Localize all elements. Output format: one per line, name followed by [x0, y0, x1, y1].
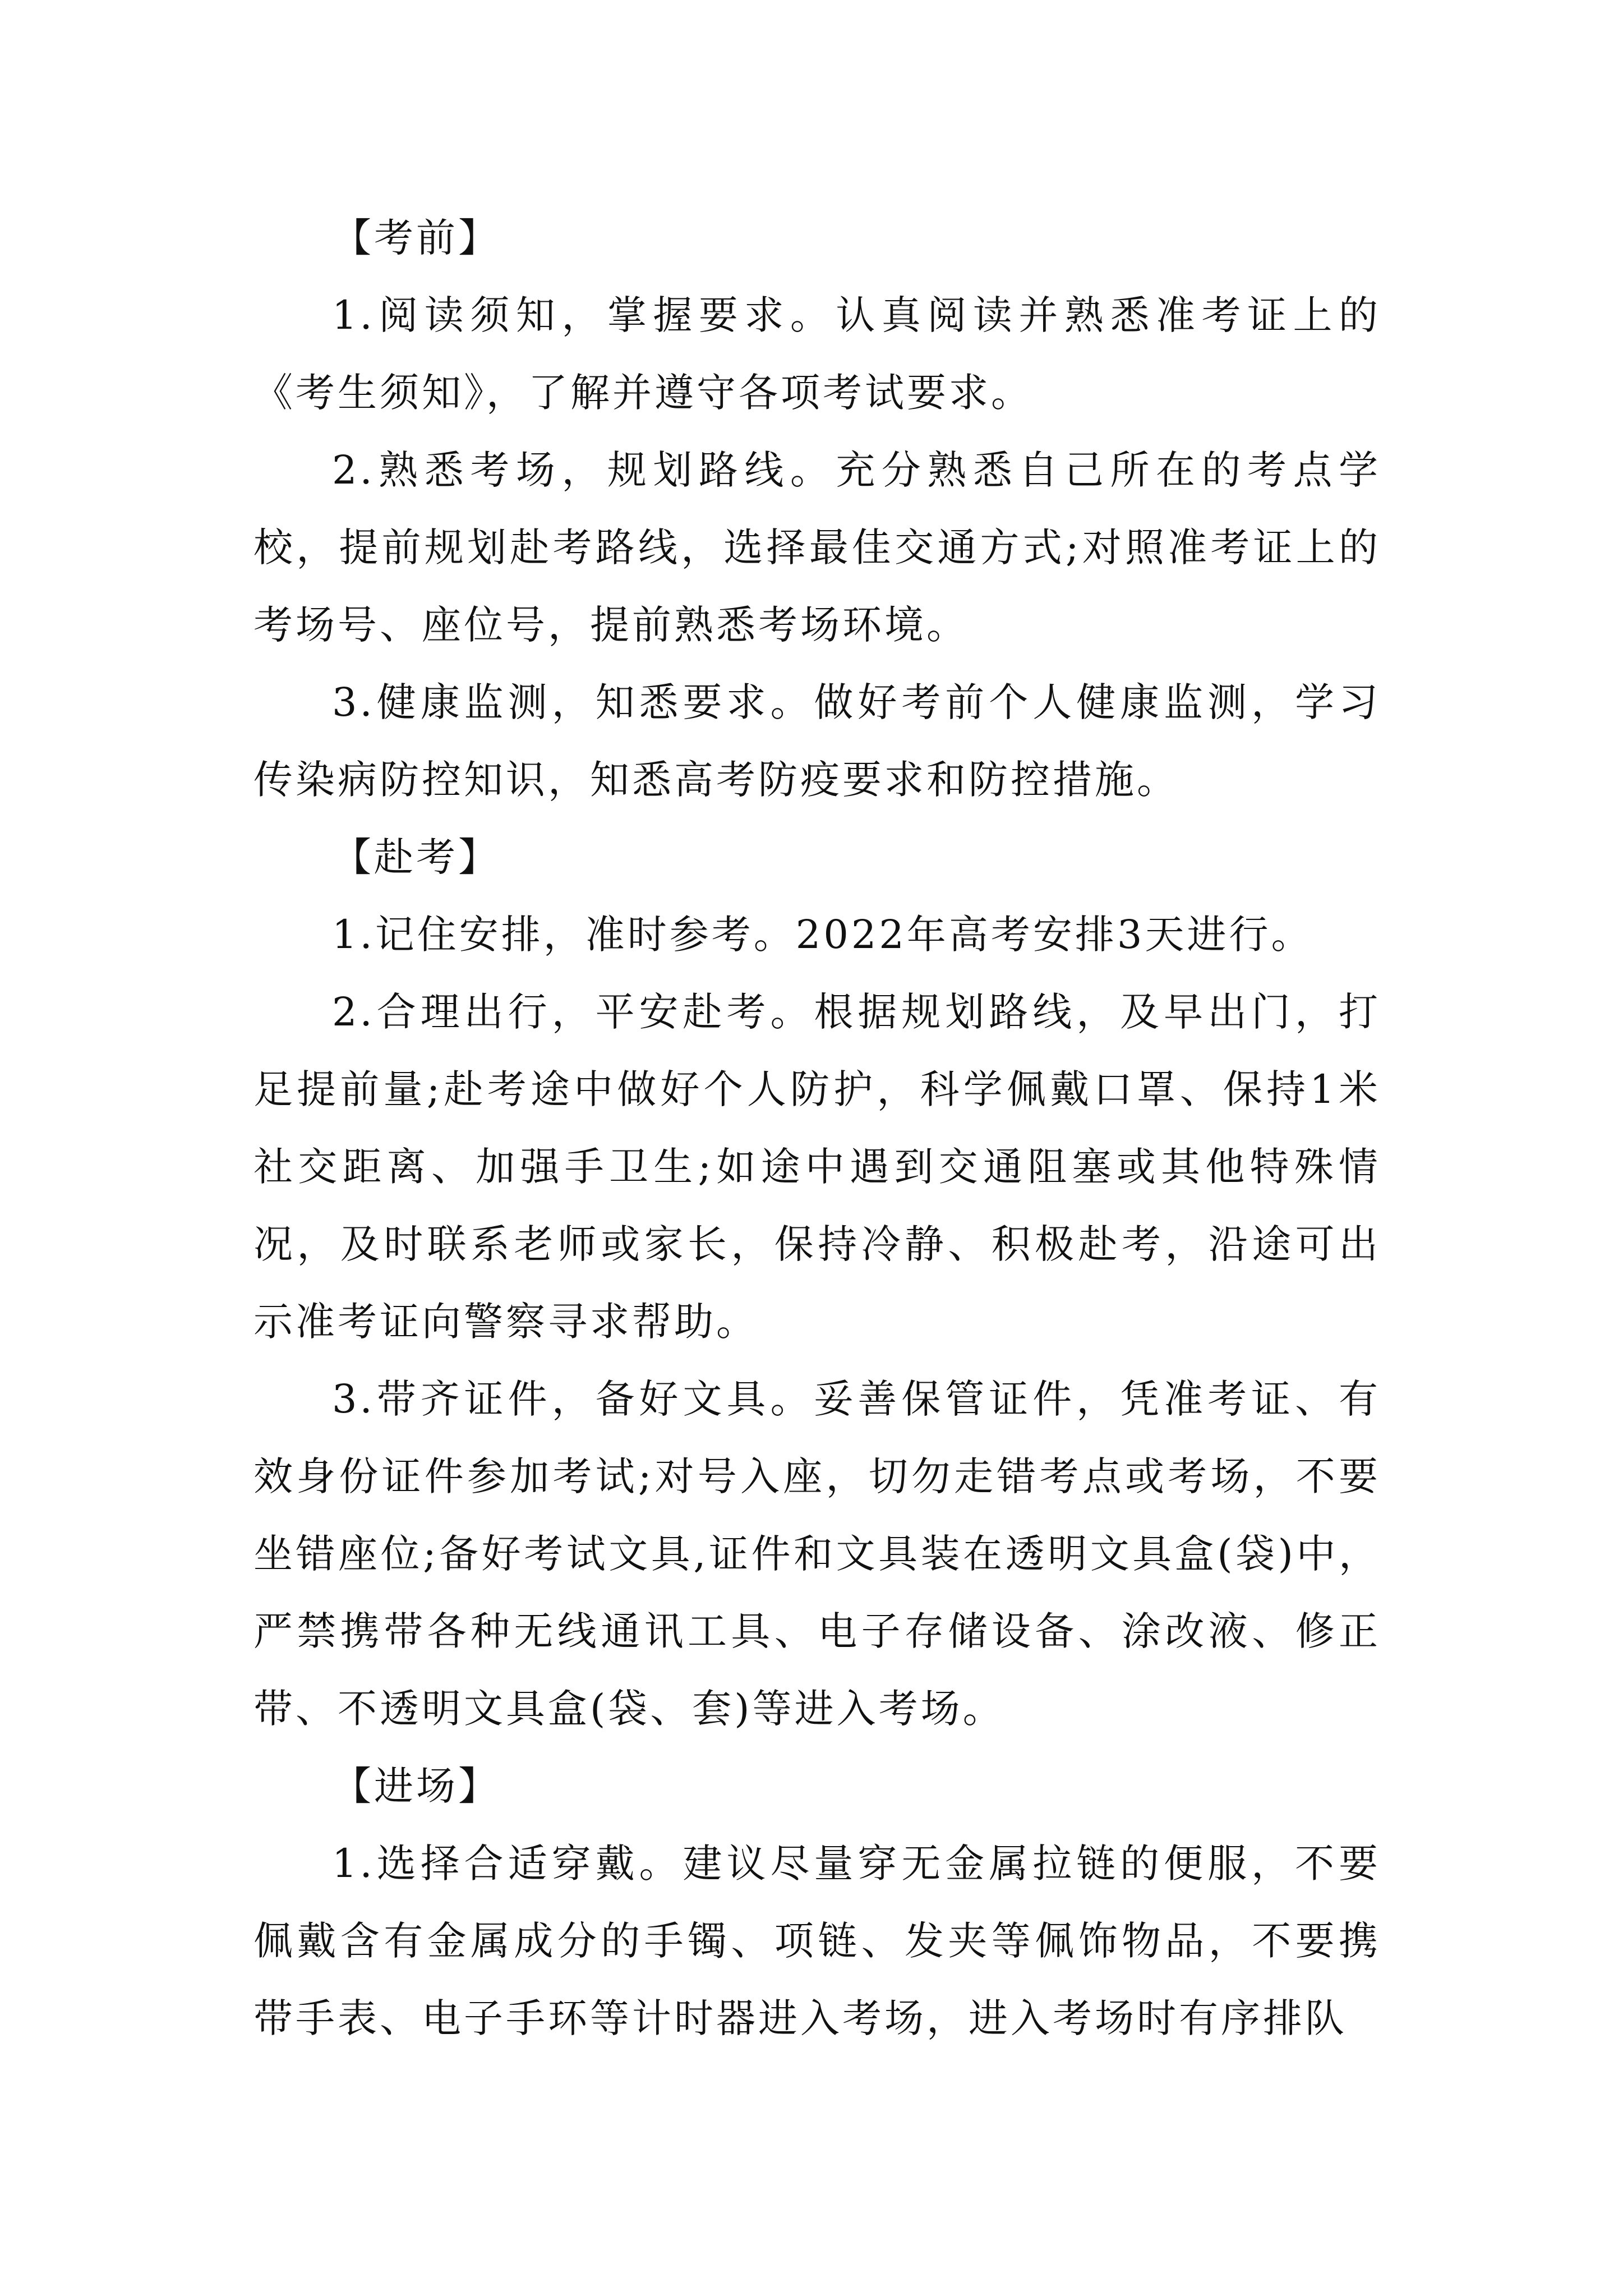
- section-going-to-exam: [253, 818, 1381, 1747]
- list-item: 2.合理出行，平安赴考。根据规划路线，及早出门，打足提前量;赴考途中做好个人防护，科学佩戴口罩、保持1米社交距离、加强手卫生;如途中遇到交通阻塞或其他特殊情况，及时联系老师或家长，保持冷静、积极赴考，沿途可出示准考证向警察寻求帮助。: [253, 989, 1381, 1345]
- list-item: 3.带齐证件，备好文具。妥善保管证件，凭准考证、有效身份证件参加考试;对号入座，切勿走错考点或考场，不要坐错座位;备好考试文具,证件和文具装在透明文具盒(袋)中，严禁携带各种无线通讯工具、电子存储设备、涂改液、修正带、不透明文具盒(袋、套)等进入考场。: [253, 1376, 1381, 1732]
- list-item: 1.阅读须知，掌握要求。认真阅读并熟悉准考证上的《考生须知》，了解并遵守各项考试要求。: [253, 292, 1381, 416]
- section-entering-venue: [253, 1747, 1381, 2057]
- list-item: 2.熟悉考场，规划路线。充分熟悉自己所在的考点学校，提前规划赴考路线，选择最佳交通方式;对照准考证上的考场号、座位号，提前熟悉考场环境。: [253, 447, 1381, 648]
- list-item: 3.健康监测，知悉要求。做好考前个人健康监测，学习传染病防控知识，知悉高考防疫要求和防控措施。: [253, 679, 1381, 803]
- section-heading: 【进场】: [332, 1763, 500, 1809]
- section-heading: 【考前】: [332, 215, 500, 261]
- list-item: 1.选择合适穿戴。建议尽量穿无金属拉链的便服，不要佩戴含有金属成分的手镯、项链、发夹等佩饰物品，不要携带手表、电子手环等计时器进入考场，进入考场时有序排队: [253, 1841, 1381, 2041]
- section-heading: 【赴考】: [332, 834, 500, 880]
- document-body: [253, 199, 1381, 2057]
- list-item: 1.记住安排，准时参考。2022年高考安排3天进行。: [332, 912, 1313, 958]
- section-before-exam: [253, 199, 1381, 818]
